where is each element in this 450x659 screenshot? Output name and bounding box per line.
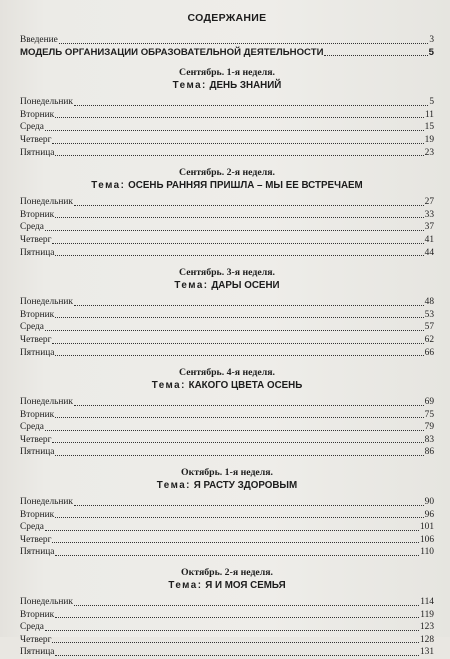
toc-entry-page: 53 [424, 309, 434, 320]
toc-entry-label: Пятница [20, 147, 55, 158]
toc-leader-dots [52, 342, 423, 344]
toc-entry-label: Понедельник [20, 97, 73, 108]
toc-entry-page: 123 [419, 622, 434, 633]
toc-entry [20, 34, 434, 47]
toc-entry-label: Вторник [20, 209, 55, 220]
toc-entry [20, 147, 434, 160]
toc-entry [20, 509, 434, 522]
toc-entry-page: 19 [424, 134, 434, 145]
toc-entry-label: Пятница [20, 547, 55, 558]
section-topic [20, 79, 434, 92]
toc-entry-label: Четверг [20, 334, 52, 345]
toc-entry-label: Понедельник [20, 297, 73, 308]
toc-entry [20, 609, 434, 622]
toc-entry [20, 521, 434, 534]
toc-entry-label: Понедельник [20, 597, 73, 608]
toc-entry [20, 421, 434, 434]
toc-entry-page: 114 [420, 597, 434, 608]
toc-entry-label: МОДЕЛЬ ОРГАНИЗАЦИИ ОБРАЗОВАТЕЛЬНОЙ ДЕЯТЕЛЬНОСТИ [20, 46, 324, 58]
topic-prefix: Тема: [151, 380, 186, 392]
toc-leader-dots [45, 629, 419, 631]
toc-entry-page: 15 [424, 122, 434, 133]
toc-entry [20, 209, 434, 222]
toc-section [20, 167, 434, 259]
toc-entry-page: 101 [419, 522, 434, 533]
toc-entry-page: 131 [419, 647, 434, 658]
toc-section [20, 367, 434, 459]
toc-entry-page: 106 [419, 534, 434, 545]
toc-entry [20, 221, 434, 234]
topic-name: КАКОГО ЦВЕТА ОСЕНЬ [188, 380, 303, 392]
toc-entry [20, 47, 434, 60]
toc-entry-page: 33 [424, 209, 434, 220]
toc-entry-page: 110 [420, 547, 434, 558]
toc-entry-label: Пятница [20, 347, 55, 358]
toc-entry-page: 62 [424, 334, 434, 345]
topic-prefix: Тема: [168, 580, 203, 592]
toc-leader-dots [74, 504, 424, 506]
toc-entry-page: 119 [420, 609, 434, 620]
toc-entry-page: 27 [424, 197, 434, 208]
toc-leader-dots [74, 104, 428, 106]
toc-intro [20, 34, 434, 59]
toc-leader-dots [74, 204, 424, 206]
topic-name: Я РАСТУ ЗДОРОВЫМ [193, 480, 298, 492]
toc-leader-dots [45, 229, 424, 231]
toc-entry [20, 496, 434, 509]
toc-leader-dots [52, 242, 423, 244]
toc-entry [20, 247, 434, 260]
toc-entry-page: 83 [424, 434, 434, 445]
topic-prefix: Тема: [156, 480, 191, 492]
toc-entry-label: Четверг [20, 234, 52, 245]
toc-entry-label: Пятница [20, 247, 55, 258]
toc-section [20, 267, 434, 359]
toc-entry [20, 309, 434, 322]
toc-leader-dots [55, 616, 419, 618]
toc-entry-page: 37 [424, 222, 434, 233]
toc-leader-dots [45, 529, 419, 531]
toc-entry-label: Четверг [20, 134, 52, 145]
toc-entry-page: 44 [424, 247, 434, 258]
toc-leader-dots [55, 354, 423, 356]
toc-entry-label: Среда [20, 522, 44, 533]
toc-leader-dots [52, 142, 423, 144]
toc-leader-dots [324, 54, 427, 56]
section-week: Октябрь. 2-я неделя. [181, 567, 273, 579]
toc-section [20, 67, 434, 159]
toc-leader-dots [55, 254, 423, 256]
toc-entry [20, 134, 434, 147]
toc-entry-page: 66 [424, 347, 434, 358]
toc-entry-label: Четверг [20, 434, 52, 445]
toc-section [20, 567, 434, 659]
section-topic [20, 279, 434, 292]
toc-entry [20, 96, 434, 109]
toc-entry [20, 646, 434, 659]
toc-leader-dots [45, 129, 424, 131]
toc-entry [20, 196, 434, 209]
toc-entry-page: 57 [424, 322, 434, 333]
toc-leader-dots [55, 516, 423, 518]
toc-entry-label: Среда [20, 422, 44, 433]
section-week: Сентябрь. 4-я неделя. [179, 367, 275, 379]
section-week: Сентябрь. 2-я неделя. [179, 167, 275, 179]
topic-prefix: Тема: [174, 280, 209, 292]
toc-entry-label: Среда [20, 322, 44, 333]
toc-leader-dots [55, 454, 423, 456]
toc-leader-dots [59, 42, 429, 44]
toc-entry-label: Вторник [20, 409, 55, 420]
toc-entry-page: 11 [424, 109, 434, 120]
toc-entry-label: Понедельник [20, 497, 73, 508]
topic-name: Я И МОЯ СЕМЬЯ [205, 580, 286, 592]
toc-leader-dots [55, 216, 423, 218]
toc-entry [20, 334, 434, 347]
toc-entry [20, 234, 434, 247]
toc-entry [20, 446, 434, 459]
toc-entry-label: Вторник [20, 609, 55, 620]
toc-entry-label: Среда [20, 122, 44, 133]
toc-entry-label: Понедельник [20, 197, 73, 208]
toc-leader-dots [45, 329, 424, 331]
toc-entry-label: Среда [20, 622, 44, 633]
toc-leader-dots [55, 116, 424, 118]
toc-section [20, 467, 434, 559]
toc-entry [20, 434, 434, 447]
toc-entry-page: 86 [424, 447, 434, 458]
toc-leader-dots [52, 541, 419, 543]
toc-leader-dots [55, 154, 423, 156]
toc-entry-label: Вторник [20, 309, 55, 320]
section-week: Октябрь. 1-я неделя. [181, 467, 273, 479]
section-topic [20, 179, 434, 192]
toc-leader-dots [45, 429, 424, 431]
toc-leader-dots [74, 604, 419, 606]
toc-entry-page: 5 [428, 46, 434, 58]
toc-entry [20, 321, 434, 334]
toc-leader-dots [52, 441, 423, 443]
toc-entry [20, 534, 434, 547]
toc-entry-label: Среда [20, 222, 44, 233]
toc-entry-page: 128 [419, 634, 434, 645]
toc-sections [20, 67, 434, 659]
topic-name: ДАРЫ ОСЕНИ [211, 280, 280, 292]
toc-entry-label: Вторник [20, 509, 55, 520]
toc-entry-page: 75 [424, 409, 434, 420]
section-topic [20, 379, 434, 392]
toc-entry-page: 41 [424, 234, 434, 245]
toc-entry [20, 109, 434, 122]
toc-entry [20, 596, 434, 609]
toc-leader-dots [74, 304, 424, 306]
topic-prefix: Тема: [91, 180, 126, 192]
topic-prefix: Тема: [172, 80, 207, 92]
toc-entry-page: 5 [429, 97, 434, 108]
toc-entry-label: Четверг [20, 634, 52, 645]
toc-entry [20, 347, 434, 360]
toc-entry [20, 634, 434, 647]
toc-entry-label: Понедельник [20, 397, 73, 408]
toc-entry-page: 90 [424, 497, 434, 508]
toc-entry [20, 621, 434, 634]
toc-entry-label: Вторник [20, 109, 55, 120]
toc-entry-page: 48 [424, 297, 434, 308]
toc-entry [20, 296, 434, 309]
toc-title: СОДЕРЖАНИЕ [187, 12, 267, 24]
toc-entry [20, 121, 434, 134]
topic-name: ДЕНЬ ЗНАНИЙ [209, 80, 282, 92]
section-topic [20, 479, 434, 492]
toc-entry-label: Пятница [20, 647, 55, 658]
toc-leader-dots [74, 404, 424, 406]
section-week: Сентябрь. 3-я неделя. [179, 267, 275, 279]
toc-leader-dots [55, 316, 423, 318]
section-week: Сентябрь. 1-я неделя. [179, 67, 275, 79]
topic-name: ОСЕНЬ РАННЯЯ ПРИШЛА – МЫ ЕЕ ВСТРЕЧАЕМ [128, 180, 363, 192]
toc-entry-label: Введение [20, 35, 58, 45]
toc-leader-dots [55, 416, 423, 418]
toc-entry [20, 396, 434, 409]
toc-entry-page: 23 [424, 147, 434, 158]
toc-leader-dots [55, 554, 419, 556]
toc-entry [20, 546, 434, 559]
toc-entry-label: Пятница [20, 447, 55, 458]
toc-entry-label: Четверг [20, 534, 52, 545]
toc-entry-page: 96 [424, 509, 434, 520]
section-topic [20, 579, 434, 592]
toc-entry-page: 69 [424, 397, 434, 408]
toc-entry-page: 79 [424, 422, 434, 433]
toc-entry-page: 3 [429, 35, 434, 45]
toc-entry [20, 409, 434, 422]
toc-leader-dots [52, 641, 419, 643]
toc-leader-dots [55, 654, 419, 656]
